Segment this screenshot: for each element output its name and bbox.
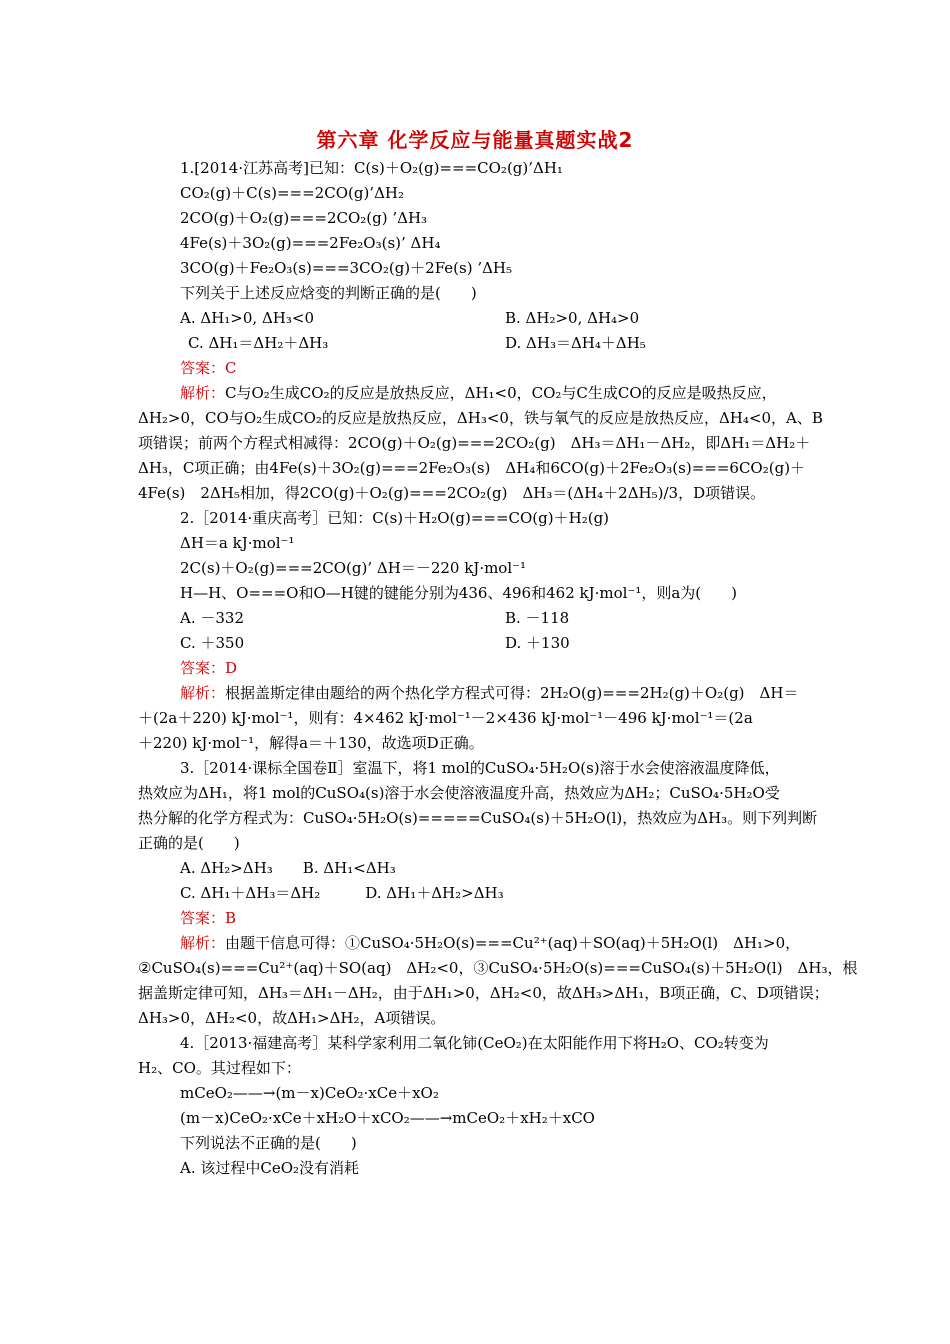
q3-stem-line-2: 热效应为ΔH₁，将1 mol的CuSO₄(s)溶于水会使溶液温度升高，热效应为ΔH₂；CuSO₄·5H₂O受 [138, 784, 780, 802]
q1-stem: 1.[2014·江苏高考]已知：C(s)＋O₂(g)===CO₂(g)’ΔH₁ [180, 159, 563, 177]
q1-answer: 答案：C [180, 359, 237, 377]
q2-analysis-label: 解析： [180, 684, 226, 702]
q3-analysis-line-1 [180, 933, 800, 953]
q4-question: 下列说法不正确的是( ) [180, 1134, 357, 1152]
q3-stem-line-1: 3.［2014·课标全国卷Ⅱ］室温下，将1 mol的CuSO₄·5H₂O(s)溶于水会使溶液温度降低， [180, 759, 780, 777]
q1-analysis-label: 解析： [180, 384, 226, 402]
q3-analysis-line-4: ΔH₃>0，ΔH₂<0，故ΔH₁>ΔH₂，A项错误。 [138, 1009, 446, 1027]
q3-stem-line-4: 正确的是( ) [138, 834, 240, 852]
q3-answer: 答案：B [180, 909, 237, 927]
q1-analysis-line-3: 项错误；前两个方程式相减得：2CO(g)＋O₂(g)===2CO₂(g) ΔH₃＝ΔH₁－ΔH₂，即ΔH₁＝ΔH₂＋ [138, 434, 811, 452]
page-title: 第六章 化学反应与能量真题实战2 [316, 128, 634, 152]
q2-analysis-line-3: ＋220) kJ·mol⁻¹，解得a＝＋130，故选项D正确。 [138, 734, 484, 752]
q3-analysis-text-1: 由题干信息可得：①CuSO₄·5H₂O(s)===Cu²⁺(aq)＋SO(aq)＋5H₂O(l) ΔH₁>0， [225, 934, 801, 952]
q2-question: H—H、O===O和O—H键的键能分别为436、496和462 kJ·mol⁻¹，则a为( ) [180, 584, 738, 602]
q2-analysis-line-2: ＋(2a＋220) kJ·mol⁻¹，则有：4×462 kJ·mol⁻¹－2×436 kJ·mol⁻¹－496 kJ·mol⁻¹＝(2a [138, 709, 753, 727]
q4-option-a: A. 该过程中CeO₂没有消耗 [180, 1159, 360, 1177]
q2-equation-1-enthalpy: ΔH＝a kJ·mol⁻¹ [180, 534, 295, 552]
q3-stem-line-3: 热分解的化学方程式为：CuSO₄·5H₂O(s)=====CuSO₄(s)＋5H₂O(l)，热效应为ΔH₃。则下列判断 [138, 809, 818, 827]
q2-option-b: B. －118 [505, 609, 570, 627]
q1-option-a: A. ΔH₁>0, ΔH₃<0 [180, 309, 314, 327]
q1-equation-2: CO₂(g)＋C(s)===2CO(g)’ΔH₂ [180, 184, 404, 202]
q2-option-d: D. ＋130 [505, 634, 570, 652]
q4-stem-line-1: 4.［2013·福建高考］某科学家利用二氧化铈(CeO₂)在太阳能作用下将H₂O、CO₂转变为 [180, 1034, 769, 1052]
q3-options-cd: C. ΔH₁＋ΔH₃＝ΔH₂ D. ΔH₁＋ΔH₂>ΔH₃ [180, 884, 504, 902]
q1-option-b: B. ΔH₂>0, ΔH₄>0 [505, 309, 640, 327]
q1-analysis-line-4: ΔH₃，C项正确；由4Fe(s)＋3O₂(g)===2Fe₂O₃(s) ΔH₄和6CO(g)＋2Fe₂O₃(s)===6CO₂(g)＋ [138, 459, 806, 477]
q4-equation-2: (m－x)CeO₂·xCe＋xH₂O＋xCO₂——→mCeO₂＋xH₂＋xCO [180, 1109, 595, 1127]
q2-stem: 2.［2014·重庆高考］已知：C(s)＋H₂O(g)===CO(g)＋H₂(g) [180, 509, 610, 527]
q1-analysis-text-1: C与O₂生成CO₂的反应是放热反应，ΔH₁<0，CO₂与C生成CO的反应是吸热反应， [225, 384, 777, 402]
q2-equation-2: 2C(s)＋O₂(g)===2CO(g)’ ΔH＝－220 kJ·mol⁻¹ [180, 559, 527, 577]
q3-options-ab: A. ΔH₂>ΔH₃ B. ΔH₁<ΔH₃ [180, 859, 396, 877]
q4-equation-1: mCeO₂——→(m－x)CeO₂·xCe＋xO₂ [180, 1084, 439, 1102]
q1-option-c: C. ΔH₁＝ΔH₂＋ΔH₃ [188, 334, 329, 352]
q1-equation-5: 3CO(g)＋Fe₂O₃(s)===3CO₂(g)＋2Fe(s) ’ΔH₅ [180, 259, 513, 277]
q1-option-d: D. ΔH₃＝ΔH₄＋ΔH₅ [505, 334, 646, 352]
q1-equation-3: 2CO(g)＋O₂(g)===2CO₂(g) ’ΔH₃ [180, 209, 428, 227]
q1-analysis-line-2: ΔH₂>0，CO与O₂生成CO₂的反应是放热反应，ΔH₃<0，铁与氧气的反应是放热反应，ΔH₄<0，A、B [138, 409, 823, 427]
q2-option-a: A. －332 [180, 609, 244, 627]
q3-analysis-label: 解析： [180, 934, 226, 952]
q4-stem-line-2: H₂、CO。其过程如下： [138, 1059, 301, 1077]
q3-analysis-line-2: ②CuSO₄(s)===Cu²⁺(aq)＋SO(aq) ΔH₂<0，③CuSO₄·5H₂O(s)===CuSO₄(s)＋5H₂O(l) ΔH₃，根 [138, 959, 858, 977]
q3-analysis-line-3: 据盖斯定律可知，ΔH₃＝ΔH₁－ΔH₂，由于ΔH₁>0，ΔH₂<0，故ΔH₃>ΔH₁，B项正确，C、D项错误； [138, 984, 829, 1002]
q1-question: 下列关于上述反应焓变的判断正确的是( ) [180, 284, 477, 302]
q2-answer: 答案：D [180, 659, 238, 677]
q1-equation-4: 4Fe(s)＋3O₂(g)===2Fe₂O₃(s)’ ΔH₄ [180, 234, 441, 252]
q1-analysis-line-5: 4Fe(s) 2ΔH₅相加，得2CO(g)＋O₂(g)===2CO₂(g) ΔH₃＝(ΔH₄＋2ΔH₅)/3，D项错误。 [138, 484, 766, 502]
q1-analysis-line-1 [180, 383, 777, 403]
q2-analysis-text-1: 根据盖斯定律由题给的两个热化学方程式可得：2H₂O(g)===2H₂(g)＋O₂(g) ΔH＝ [225, 684, 799, 702]
q2-option-c: C. ＋350 [180, 634, 245, 652]
q2-analysis-line-1 [180, 683, 798, 703]
